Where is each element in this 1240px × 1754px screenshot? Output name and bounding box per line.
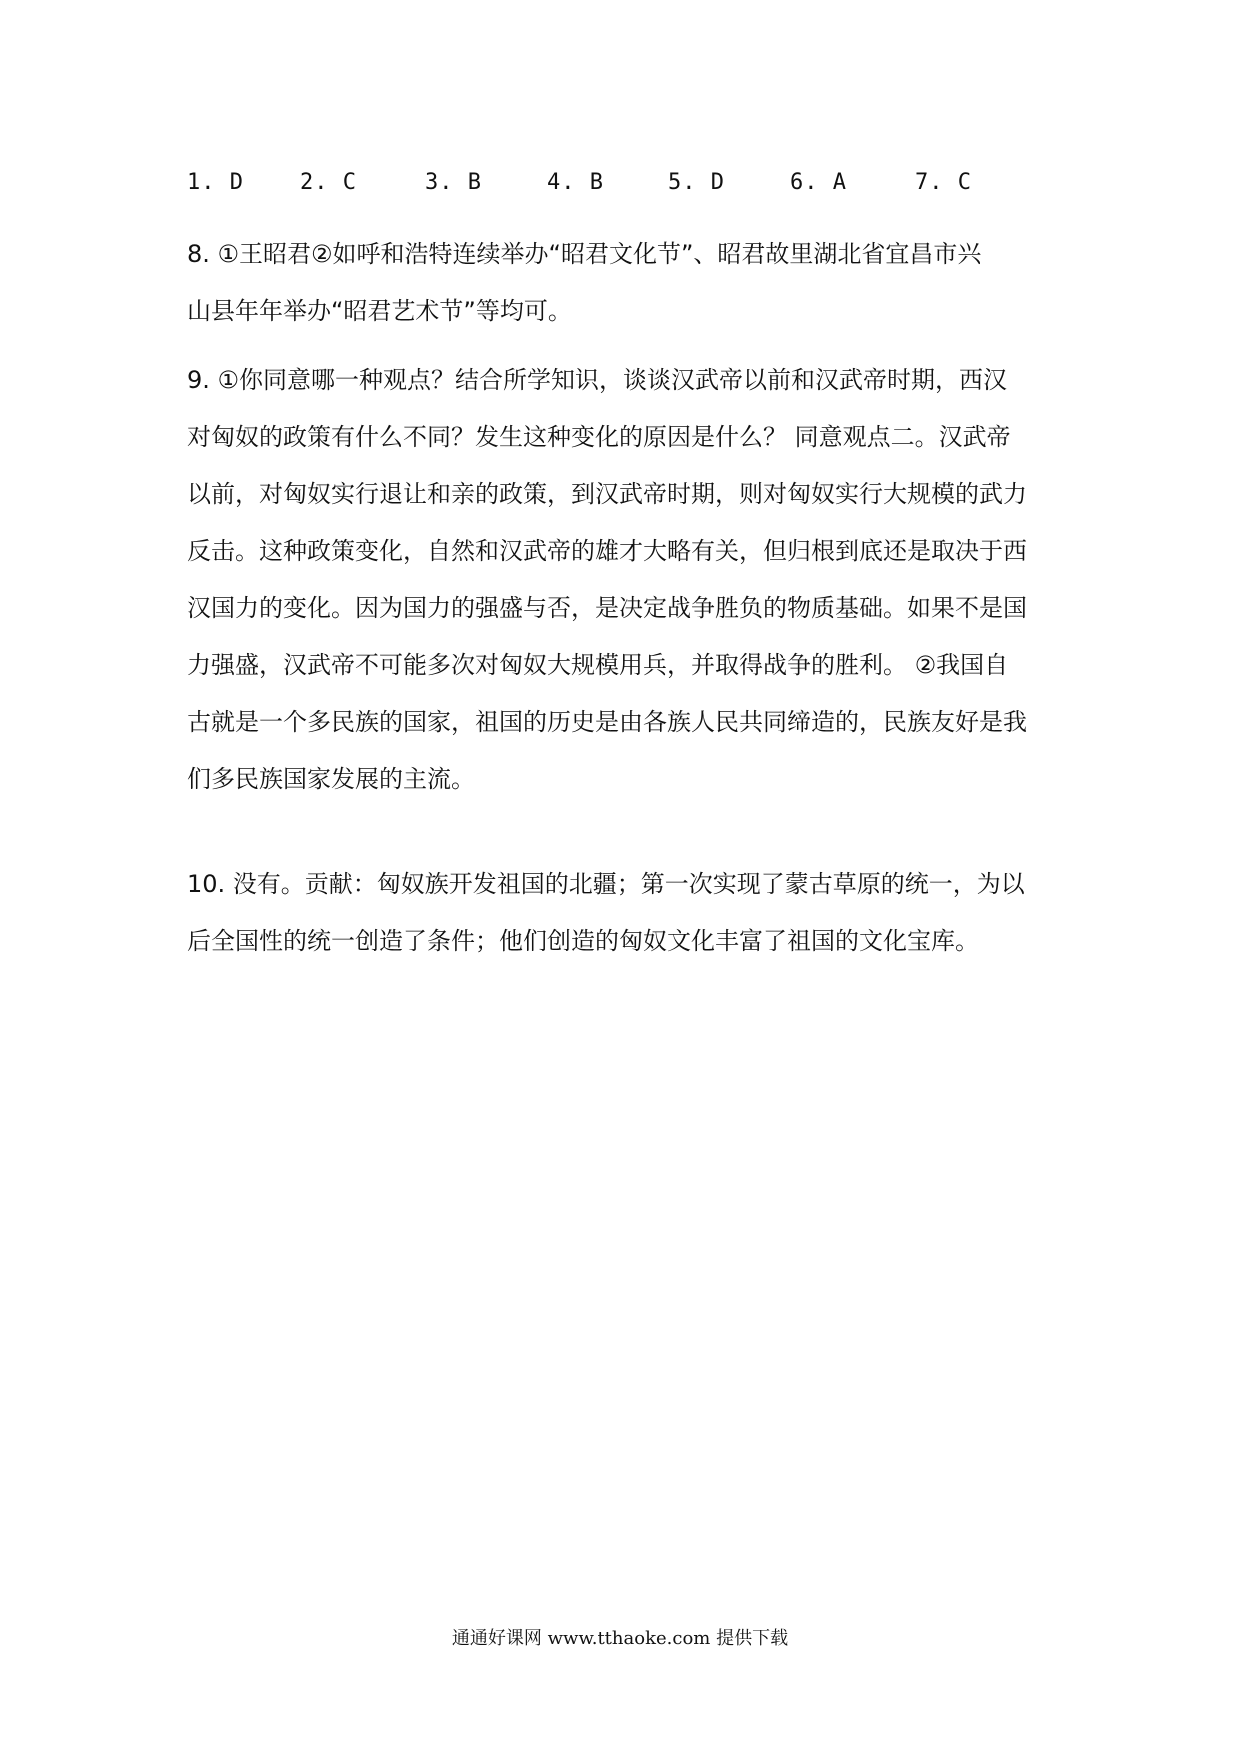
answer-8-line: 8. ①王昭君②如呼和浩特连续举办“昭君文化节”、昭君故里湖北省宜昌市兴 — [187, 240, 982, 268]
answer-8 — [187, 226, 1057, 340]
mc-answer-1: 1. D — [187, 170, 244, 195]
answer-9-line: 们多民族国家发展的主流。 — [187, 765, 475, 793]
answer-9-line: 力强盛，汉武帝不可能多次对匈奴大规模用兵，并取得战争的胜利。 ②我国自 — [187, 651, 1009, 679]
mc-answer-4: 4. B — [547, 170, 604, 195]
answer-9-line: 9. ①你同意哪一种观点？结合所学知识，谈谈汉武帝以前和汉武帝时期，西汉 — [187, 366, 1008, 394]
answer-9-line: 古就是一个多民族的国家，祖国的历史是由各族人民共同缔造的，民族友好是我 — [187, 708, 1027, 736]
multiple-choice-answers — [187, 170, 1057, 206]
mc-answer-7: 7. C — [915, 170, 972, 195]
mc-answer-2: 2. C — [300, 170, 357, 195]
footer-credit: 通通好课网 www.tthaoke.com 提供下载 — [451, 1628, 789, 1649]
answer-10-line: 10. 没有。贡献：匈奴族开发祖国的北疆；第一次实现了蒙古草原的统一，为以 — [187, 870, 1025, 898]
answer-9-line: 以前，对匈奴实行退让和亲的政策，到汉武帝时期，则对匈奴实行大规模的武力 — [187, 480, 1027, 508]
answer-10-line: 后全国性的统一创造了条件；他们创造的匈奴文化丰富了祖国的文化宝库。 — [187, 927, 979, 955]
mc-answer-3: 3. B — [425, 170, 482, 195]
answer-9 — [187, 352, 1057, 808]
mc-answer-5: 5. D — [668, 170, 725, 195]
answer-9-line: 汉国力的变化。因为国力的强盛与否，是决定战争胜负的物质基础。如果不是国 — [187, 594, 1027, 622]
answer-10 — [187, 856, 1057, 970]
answer-9-line: 对匈奴的政策有什么不同？发生这种变化的原因是什么？ 同意观点二。汉武帝 — [187, 423, 1011, 451]
answer-9-line: 反击。这种政策变化，自然和汉武帝的雄才大略有关，但归根到底还是取决于西 — [187, 537, 1027, 565]
answer-8-line: 山县年年举办“昭君艺术节”等均可。 — [187, 297, 572, 325]
mc-answer-6: 6. A — [790, 170, 847, 195]
